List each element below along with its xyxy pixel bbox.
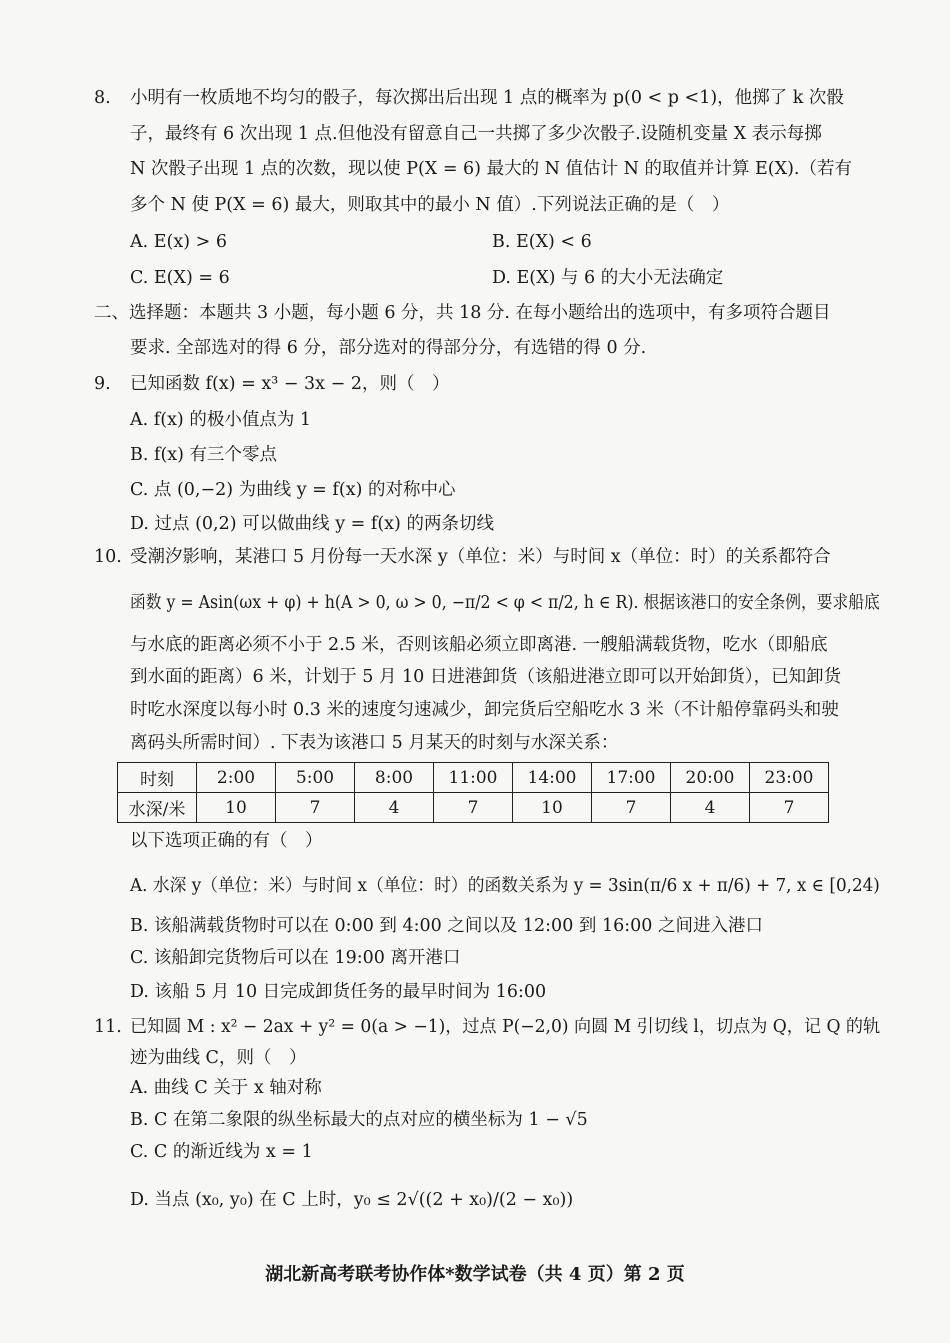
- q8-line-4: 多个 N 使 P(X = 6) 最大，则取其中的最小 N 值）.下列说法正确的是（ ）: [130, 195, 730, 215]
- table-row: [118, 793, 829, 823]
- q9-option-c: C. 点 (0,−2) 为曲线 y = f(x) 的对称中心: [130, 480, 456, 500]
- table-cell: 17:00: [592, 763, 671, 793]
- q8-option-b: B. E(X) < 6: [492, 232, 592, 252]
- table-cell: 10: [197, 793, 276, 823]
- table-cell: 7: [276, 793, 355, 823]
- table-cell: 7: [750, 793, 829, 823]
- q11-line-1: 已知圆 M : x² − 2ax + y² = 0(a > −1)，过点 P(−2,0) 向圆 M 引切线 l，切点为 Q，记 Q 的轨: [130, 1017, 881, 1037]
- q11-option-d: D. 当点 (x₀, y₀) 在 C 上时，y₀ ≤ 2√((2 + x₀)/(2 − x₀)): [130, 1190, 574, 1210]
- q9-stem: 已知函数 f(x) = x³ − 3x − 2，则（ ）: [130, 374, 450, 394]
- table-header-depth: 水深/米: [118, 793, 197, 823]
- q10-line-5: 时吃水深度以每小时 0.3 米的速度匀速减少，卸完货后空船吃水 3 米（不计船停靠码头和驶: [130, 700, 839, 720]
- table-cell: 5:00: [276, 763, 355, 793]
- q11-option-a: A. 曲线 C 关于 x 轴对称: [130, 1078, 322, 1098]
- q10-line-4: 到水面的距离）6 米，计划于 5 月 10 日进港卸货（该船进港立即可以开始卸货），已知卸货: [130, 667, 842, 687]
- q8-line-1: 小明有一枚质地不均匀的骰子，每次掷出后出现 1 点的概率为 p(0 < p <1)，他掷了 k 次骰: [130, 88, 844, 108]
- page-footer: 湖北新高考联考协作体*数学试卷（共 4 页）第 2 页: [265, 1264, 685, 1285]
- table-cell: 7: [592, 793, 671, 823]
- q11-option-b: B. C 在第二象限的纵坐标最大的点对应的横坐标为 1 − √5: [130, 1110, 588, 1130]
- q10-option-c: C. 该船卸完货物后可以在 19:00 离开港口: [130, 948, 461, 968]
- q8-line-3: N 次骰子出现 1 点的次数，现以使 P(X = 6) 最大的 N 值估计 N 的取值并计算 E(X).（若有: [130, 159, 852, 179]
- q11-option-c: C. C 的渐近线为 x = 1: [130, 1142, 313, 1162]
- table-cell: 14:00: [513, 763, 592, 793]
- q9-option-a: A. f(x) 的极小值点为 1: [130, 410, 312, 430]
- q8-line-2: 子，最终有 6 次出现 1 点.但他没有留意自己一共掷了多少次骰子.设随机变量 X 表示每掷: [130, 124, 822, 144]
- table-cell: 4: [355, 793, 434, 823]
- q9-option-d: D. 过点 (0,2) 可以做曲线 y = f(x) 的两条切线: [130, 514, 494, 534]
- section2-line-1: 二、选择题：本题共 3 小题，每小题 6 分，共 18 分. 在每小题给出的选项中，有多项符合题目: [94, 303, 831, 323]
- table-header-time: 时刻: [118, 763, 197, 793]
- section2-line-2: 要求. 全部选对的得 6 分，部分选对的得部分分，有选错的得 0 分.: [130, 338, 647, 358]
- q9-number: 9.: [94, 374, 111, 394]
- table-cell: 23:00: [750, 763, 829, 793]
- q9-option-b: B. f(x) 有三个零点: [130, 445, 278, 465]
- q8-option-a: A. E(x) > 6: [130, 232, 227, 252]
- table-cell: 8:00: [355, 763, 434, 793]
- table-cell: 2:00: [197, 763, 276, 793]
- table-cell: 4: [671, 793, 750, 823]
- tide-table: [117, 762, 829, 823]
- q11-line-2: 迹为曲线 C，则（ ）: [130, 1048, 307, 1068]
- q10-line-3: 与水底的距离必须不小于 2.5 米，否则该船必须立即离港. 一艘船满载货物，吃水（即船底: [130, 635, 828, 655]
- q8-option-d: D. E(X) 与 6 的大小无法确定: [492, 268, 724, 288]
- q10-line-2: 函数 y = Asin(ωx + φ) + h(A > 0, ω > 0, −π/2 < φ < π/2, h ∈ R). 根据该港口的安全条例，要求船底: [130, 593, 880, 613]
- q10-option-b: B. 该船满载货物时可以在 0:00 到 4:00 之间以及 12:00 到 16:00 之间进入港口: [130, 916, 763, 936]
- q10-option-a: A. 水深 y（单位：米）与时间 x（单位：时）的函数关系为 y = 3sin(π/6 x + π/6) + 7, x ∈ [0,24): [130, 876, 880, 896]
- q10-number: 10.: [94, 547, 122, 567]
- q10-line-1: 受潮汐影响，某港口 5 月份每一天水深 y（单位：米）与时间 x（单位：时）的关系都符合: [130, 547, 831, 567]
- q8-number: 8.: [94, 88, 111, 108]
- q10-line-6: 离码头所需时间）. 下表为该港口 5 月某天的时刻与水深关系：: [130, 733, 619, 753]
- q11-number: 11.: [94, 1017, 122, 1037]
- table-cell: 11:00: [434, 763, 513, 793]
- q8-option-c: C. E(X) = 6: [130, 268, 230, 288]
- table-row: [118, 763, 829, 793]
- q10-option-d: D. 该船 5 月 10 日完成卸货任务的最早时间为 16:00: [130, 982, 547, 1002]
- table-cell: 10: [513, 793, 592, 823]
- table-cell: 7: [434, 793, 513, 823]
- table-cell: 20:00: [671, 763, 750, 793]
- q10-prompt: 以下选项正确的有（ ）: [130, 831, 323, 851]
